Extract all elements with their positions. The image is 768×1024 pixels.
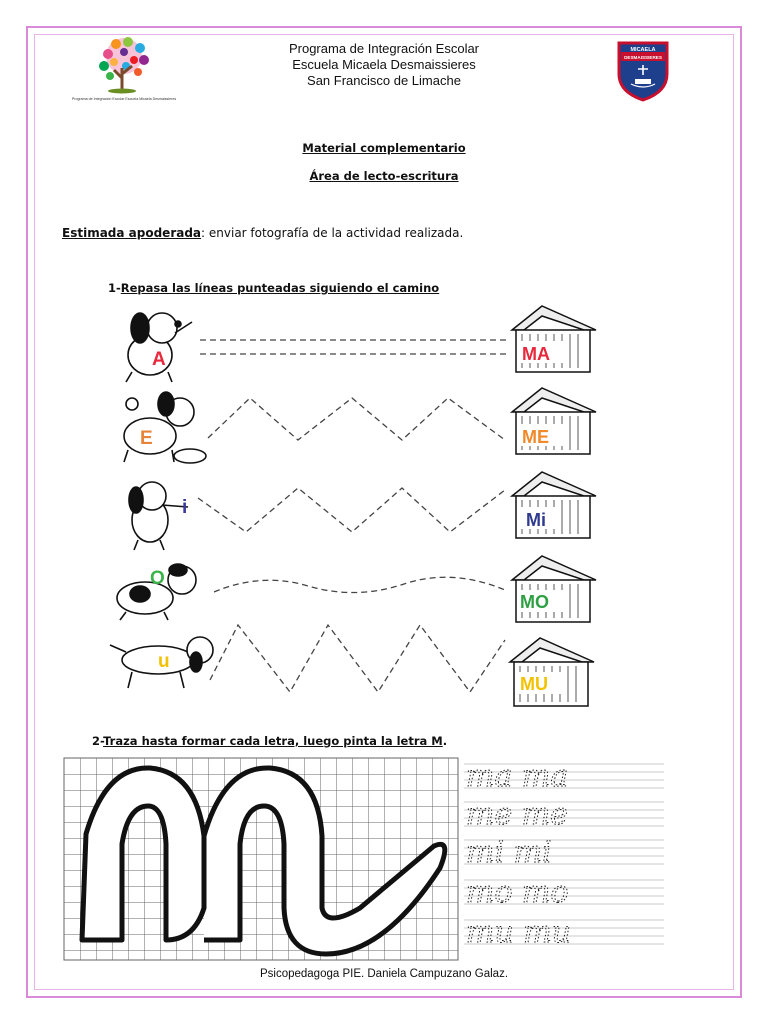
dashed-path-straight <box>200 340 510 354</box>
trace-mo: mo mo <box>466 875 569 910</box>
header-line-3: San Francisco de Limache <box>307 73 461 88</box>
trace-me: me me <box>466 797 568 832</box>
dog-letter-u: u <box>158 651 170 672</box>
dashed-path-zigzag-i <box>198 488 505 532</box>
exercise1-text: Repasa las líneas punteadas siguiendo el camino <box>120 281 440 295</box>
syllable-mo: MO <box>520 592 549 612</box>
note-text: : enviar fotografía de la actividad realizada. <box>201 226 464 240</box>
dog-letter-i: i <box>182 497 188 518</box>
dashed-path-zigzag-u <box>210 625 505 692</box>
exercise2-number: 2- <box>92 734 104 748</box>
footer-credit: Psicopedagoga PIE. Daniela Campuzano Galaz. <box>259 968 509 980</box>
dog-icon-i <box>129 482 188 550</box>
exercise1-number: 1- <box>108 281 121 295</box>
dashed-path-wave-o <box>214 577 505 592</box>
title-area: Área de lecto-escritura <box>309 169 459 183</box>
trace-mu: mu mu <box>466 915 572 950</box>
exercise2-instruction <box>92 734 447 748</box>
trace-ma: ma ma <box>466 759 569 794</box>
svg-text:MICAELA: MICAELA <box>630 47 656 53</box>
exercise2-text: Traza hasta formar cada letra, luego pinta la letra M <box>103 734 443 748</box>
svg-text:DESMAISSIERES: DESMAISSIERES <box>624 55 662 60</box>
dog-icon-a <box>126 313 192 382</box>
title-material: Material complementario <box>302 141 466 155</box>
trace-mi: mi mi <box>466 835 552 870</box>
dog-letter-e: E <box>140 428 153 449</box>
syllable-me: ME <box>522 427 549 447</box>
tracing-lines <box>464 758 664 960</box>
header-line-2: Escuela Micaela Desmaissieres <box>292 57 476 72</box>
syllable-mu: MU <box>520 674 548 694</box>
note-label: Estimada apoderada <box>62 226 202 240</box>
syllable-mi: Mi <box>526 510 546 530</box>
exercise2-period: . <box>442 734 448 748</box>
header-line-1: Programa de Integración Escolar <box>288 41 480 56</box>
house-icon-mo <box>512 556 596 622</box>
tree-logo-caption: Programa de Integración Escolar Escuela Micaela Desmaissieres <box>71 97 177 101</box>
dog-letter-a: A <box>152 349 166 370</box>
dashed-path-zigzag-e <box>208 398 505 440</box>
letter-m-grid <box>64 758 458 960</box>
syllable-ma: MA <box>522 344 550 364</box>
dog-icon-e <box>124 392 206 463</box>
dog-letter-o: O <box>150 568 165 589</box>
